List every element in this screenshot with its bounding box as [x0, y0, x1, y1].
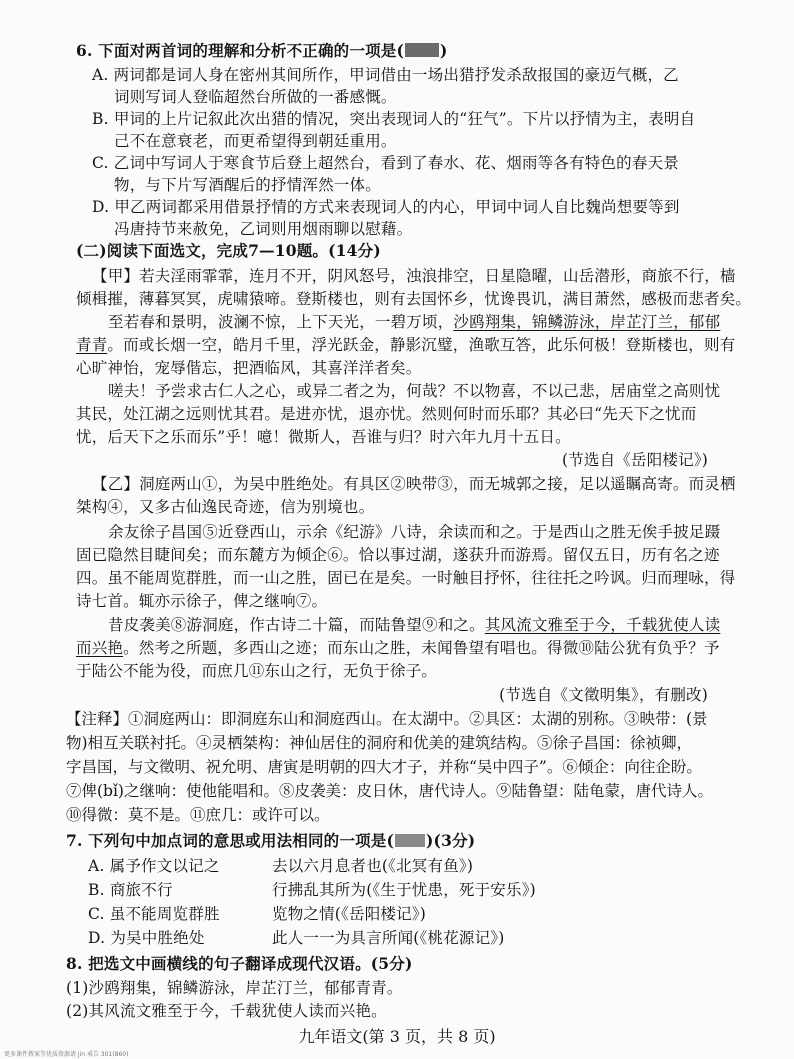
- jia-line-1: 【甲】若夫淫雨霏霏，连月不开，阴风怒号，浊浪排空，日星隐曜，山岳潜形，商旅不行，樯: [92, 267, 736, 285]
- q6-option-b: B. 甲词的上片记叙此次出猎的情况，突出表现词人的“狂气”。下片以抒情为主，表明自: [92, 110, 696, 128]
- yi-line-4: 固已隐然目睫间矣；而东麓方为倾企⑥。恰以事过湖，遂获升而游焉。留仅五日，历有名之迹: [76, 546, 720, 564]
- q7-d-right: 此人一一为具言所闻(《桃花源记》): [272, 929, 505, 947]
- q7-c-left: C. 虽不能周览群胜: [88, 905, 220, 923]
- underlined-sentence: 其风流文雅至于今，千载犹使人读: [484, 616, 721, 634]
- q7-d-left: D. 为吴中胜绝处: [88, 929, 205, 947]
- jia-line-7: 其民，处江湖之远则忧其君。是进亦忧，退亦忧。然则何时而乐耶？其必曰“先天下之忧而: [76, 405, 697, 423]
- page-footer: 九年语文(第 3 页，共 8 页): [298, 1027, 496, 1046]
- notes-line-5: ⑩得微：莫不是。⑪庶几：或许可以。: [66, 806, 330, 824]
- scan-mark: 更多课件教案等优质资源请 jin 戒告 301(860): [4, 1051, 129, 1058]
- jia-line-3: 至若春和景明，波澜不惊，上下天光，一碧万顷，沙鸥翔集，锦鳞游泳，岸芷汀兰，郁郁: [108, 313, 721, 331]
- yi-line-2: 桀构④，又多古仙逸民奇迹，信为别境也。: [76, 498, 375, 516]
- yi-source: (节选自《文徵明集》，有删改): [499, 686, 708, 704]
- q6-option-a: A. 两词都是词人身在密州其间所作，甲词借由一场出猎抒发杀敌报国的豪迈气概，乙: [92, 66, 679, 84]
- q6-option-d-cont: 冯唐持节来赦免，乙词则用烟雨聊以慰藉。: [114, 220, 413, 238]
- q6-option-d: D. 甲乙两词都采用借景抒情的方式来表现词人的内心，甲词中词人自比魏尚想要等到: [92, 198, 680, 216]
- underlined-sentence-end: 而兴艳: [76, 639, 124, 657]
- section-heading: (二)阅读下面选文，完成7—10题。(14分): [76, 241, 381, 260]
- notes-line-2: 物)相互关联衬托。④灵栖桀构：神仙居住的洞府和优美的建筑结构。⑤徐子昌国：徐祯卿，: [66, 734, 693, 752]
- jia-line-6: 嗟夫！予尝求古仁人之心，或异二者之为，何哉？不以物喜，不以己悲，居庙堂之高则忧: [108, 382, 721, 400]
- yi-line-7: 昔皮袭美⑧游洞庭，作古诗二十篇，而陆鲁望⑨和之。其风流文雅至于今，千载犹使人读: [108, 616, 721, 634]
- jia-line-5: 心旷神怡，宠辱偕忘，把酒临风，其喜洋洋者矣。: [76, 359, 422, 377]
- answer-blank: [395, 834, 425, 847]
- q8-item-1: (1)沙鸥翔集，锦鳞游泳，岸芷汀兰，郁郁青青。: [66, 979, 403, 997]
- q6-option-b-cont: 己不在意衰老，而更希望得到朝廷重用。: [114, 132, 397, 150]
- answer-blank: [405, 43, 439, 57]
- q8-item-2: (2)其风流文雅至于今，千载犹使人读而兴艳。: [66, 1002, 387, 1020]
- notes-line-3: 字昌国，与文徵明、祝允明、唐寅是明朝的四大才子，并称“吴中四子”。⑥倾企：向往企盼。: [66, 758, 702, 776]
- yi-line-6: 诗七首。辄亦示徐子，俾之继响⑦。: [76, 592, 328, 610]
- q6-option-c: C. 乙词中写词人于寒食节后登上超然台，看到了春水、花、烟雨等各有特色的春天景: [92, 154, 679, 172]
- notes-line-4: ⑦俾(bǐ)之继响：使他能唱和。⑧皮袭美：皮日休，唐代诗人。⑨陆鲁望：陆龟蒙，唐代诗人。: [66, 782, 713, 800]
- q6-option-a-cont: 词则写词人登临超然台所做的一番感慨。: [114, 88, 397, 106]
- notes-line-1: 【注释】①洞庭两山：即洞庭东山和洞庭西山。在太湖中。②具区：太湖的别称。③映带：(景: [66, 710, 708, 728]
- q7-a-left: A. 属予作文以记之: [88, 857, 220, 875]
- yi-line-3: 余友徐子昌国⑤近登西山，示余《纪游》八诗，余读而和之。于是西山之胜无俟手披足蹑: [108, 523, 721, 541]
- jia-line-4: 青青。而或长烟一空，皓月千里，浮光跃金，静影沉璧，渔歌互答，此乐何极！登斯楼也，则有: [76, 336, 736, 354]
- q8-stem: 8. 把选文中画横线的句子翻译成现代汉语。(5分): [66, 954, 413, 973]
- yi-line-1: 【乙】洞庭两山①，为吴中胜绝处。有具区②映带③，而无城郭之接，足以遥瞩高寄。而灵栖: [92, 475, 736, 493]
- jia-source: (节选自《岳阳楼记》): [561, 451, 708, 469]
- jia-line-8: 忧，后天下之乐而乐”乎！噫！微斯人，吾谁与归？时六年九月十五日。: [76, 428, 571, 446]
- q7-b-right: 行拂乱其所为(《生于忧患，死于安乐》): [272, 881, 536, 899]
- q7-c-right: 览物之情(《岳阳楼记》): [272, 905, 426, 923]
- underlined-sentence: 沙鸥翔集，锦鳞游泳，岸芷汀兰，郁郁: [453, 313, 721, 331]
- q7-stem: 7. 下列句中加点词的意思或用法相同的一项是( )(3分): [66, 831, 476, 850]
- yi-line-5: 四。虽不能周览群胜，而一山之胜，固已在是矣。一时触目抒怀，往往托之吟讽。归而理咏，得: [76, 569, 736, 587]
- q6-stem: 6. 下面对两首词的理解和分析不正确的一项是( ): [76, 41, 448, 60]
- underlined-sentence-end: 青青: [76, 336, 108, 354]
- yi-line-9: 于陆公不能为役，而庶几⑪东山之行，无负于徐子。: [76, 662, 438, 680]
- jia-line-2: 倾楫摧，薄暮冥冥，虎啸猿啼。登斯楼也，则有去国怀乡，忧谗畏讥，满目萧然，感极而悲者矣。: [76, 290, 752, 308]
- yi-line-8: 而兴艳。然考之所题，多西山之迹；而东山之胜，未闻鲁望有唱也。得微⑩陆公犹有负乎？予: [76, 639, 720, 657]
- q7-a-right: 去以六月息者也(《北冥有鱼》): [272, 857, 474, 875]
- q7-b-left: B. 商旅不行: [88, 881, 173, 899]
- q6-option-c-cont: 物，与下片写酒醒后的抒情浑然一体。: [114, 176, 381, 194]
